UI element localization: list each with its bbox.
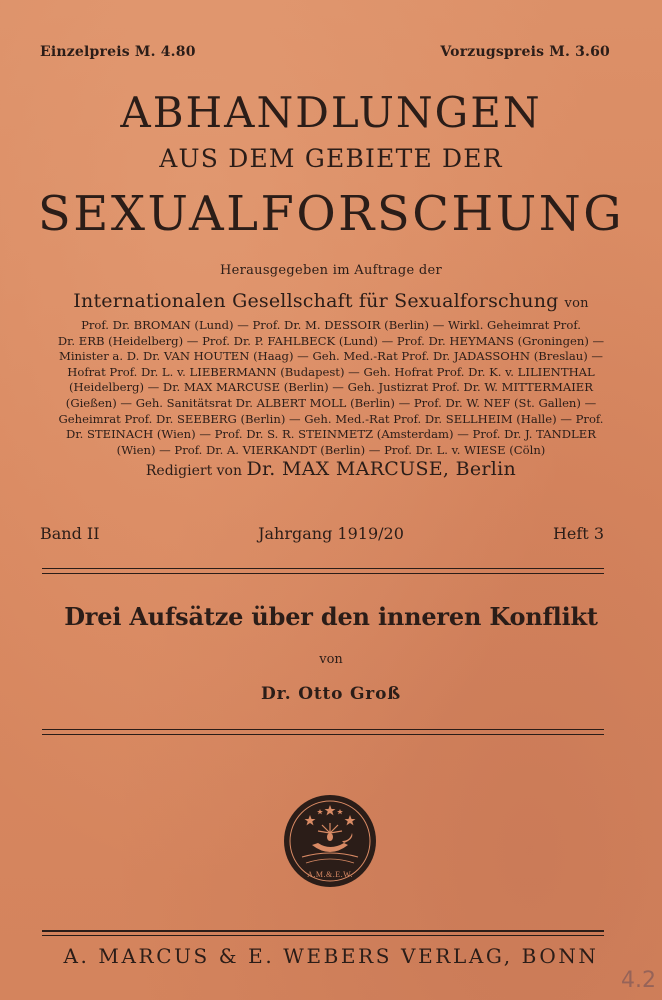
double-rule-bottom — [42, 930, 604, 936]
edited-by-name: Dr. MAX MARCUSE, Berlin — [246, 458, 517, 480]
edited-by-prefix: Redigiert von — [145, 463, 243, 479]
edited-by — [0, 458, 662, 480]
publisher-line: A. MARCUS & E. WEBERS VERLAG, BONN — [63, 944, 599, 968]
editors-list — [40, 318, 622, 458]
editors-line: (Gießen) — Geh. Sanitätsrat Dr. ALBERT MOLL (Berlin) — Prof. Dr. W. NEF (St. Gallen) — — [65, 395, 597, 410]
society-name: Internationalen Gesellschaft für Sexualforschung — [73, 290, 559, 312]
editors-line: Minister a. D. Dr. VAN HOUTEN (Haag) — Geh. Med.-Rat Prof. Dr. JADASSOHN (Breslau) — — [58, 349, 604, 364]
publisher-emblem-icon — [282, 793, 378, 889]
issue-number: Heft 3 — [552, 524, 604, 543]
society-von: von — [564, 296, 589, 311]
society-line — [0, 290, 662, 312]
double-rule-top — [42, 568, 604, 574]
work-title: Drei Aufsätze über den inneren Konflikt — [64, 602, 598, 631]
editors-line: Dr. STEINACH (Wien) — Prof. Dr. S. R. STEINMETZ (Amsterdam) — Prof. Dr. J. TANDLER — [66, 427, 596, 442]
pencil-mark: 4.2 — [621, 968, 656, 993]
title-line-2: AUS DEM GEBIETE DER — [159, 144, 503, 173]
volume-label: Band II — [40, 524, 100, 543]
emblem-text: A.M.&.E.W. — [307, 870, 353, 879]
published-by: Herausgegeben im Auftrage der — [219, 263, 443, 278]
editors-line: Dr. ERB (Heidelberg) — Prof. Dr. P. FAHLBECK (Lund) — Prof. Dr. HEYMANS (Groningen) — — [57, 333, 605, 348]
title-line-1: ABHANDLUNGEN — [120, 88, 542, 137]
editors-line: Hofrat Prof. Dr. L. v. LIEBERMANN (Budapest) — Geh. Hofrat Prof. Dr. K. v. LILIENTHAL — [67, 364, 595, 379]
year-label: Jahrgang 1919/20 — [258, 524, 404, 543]
editors-line: Prof. Dr. BROMAN (Lund) — Prof. Dr. M. DESSOIR (Berlin) — Wirkl. Geheimrat Prof. — [81, 318, 581, 332]
title-line-3: SEXUALFORSCHUNG — [37, 186, 625, 242]
preferred-price: Vorzugspreis M. 3.60 — [440, 44, 610, 60]
editors-line: Geheimrat Prof. Dr. SEEBERG (Berlin) — Geh. Med.-Rat Prof. Dr. SELLHEIM (Halle) — Prof. — [58, 411, 604, 426]
work-von: von — [319, 652, 343, 667]
editors-line: (Wien) — Prof. Dr. A. VIERKANDT (Berlin) — Prof. Dr. L. v. WIESE (Cöln) — [116, 442, 546, 457]
work-author: Dr. Otto Groß — [261, 684, 401, 704]
double-rule-middle — [42, 729, 604, 735]
single-price: Einzelpreis M. 4.80 — [40, 44, 196, 60]
editors-line: (Heidelberg) — Dr. MAX MARCUSE (Berlin) — Geh. Justizrat Prof. Dr. W. MITTERMAIER — [69, 380, 593, 395]
